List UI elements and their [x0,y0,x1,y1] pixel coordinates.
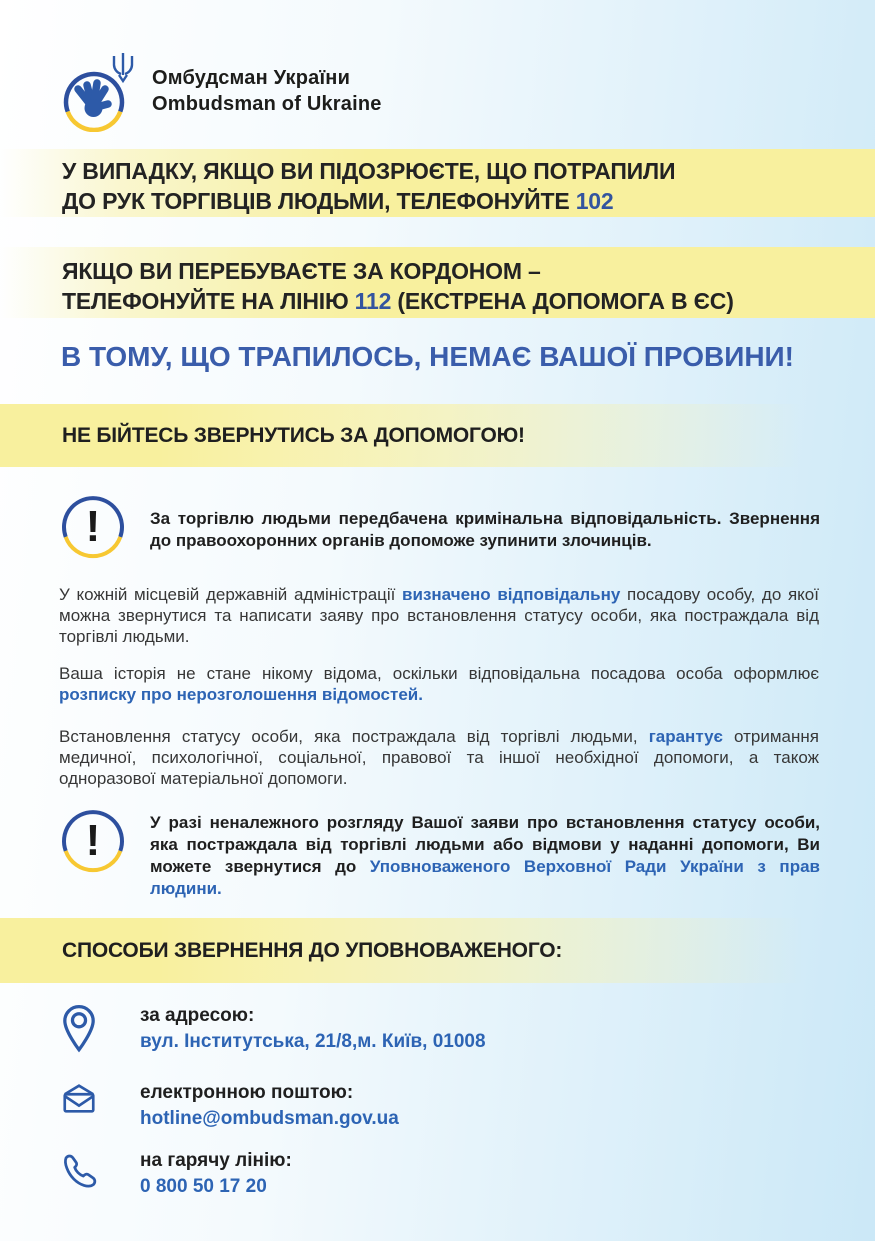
contact-email [60,1080,399,1132]
contact-email-label: електронною поштою: [140,1082,354,1103]
para-2-highlight: розписку про нерозголошення відомостей. [59,685,423,704]
warning-text [150,508,820,560]
section-title-contact-ways: СПОСОБИ ЗВЕРНЕННЯ ДО УПОВНОВАЖЕНОГО: [62,938,563,962]
alert-banner-102-text [62,156,875,216]
contact-address [60,1003,486,1055]
contact-hotline [60,1148,292,1200]
para-3-suffix: отримання медичної, психологічної, соціальної, правової та іншої необхідної допомоги, а також одноразової матеріальної допомоги. [59,727,819,788]
contact-address-text [140,1003,486,1055]
contact-email-value: hotline@ombudsman.gov.ua [140,1108,399,1129]
brand-header [58,50,382,132]
warning-1-text: За торгівлю людьми передбачена кримінальна відповідальність. Звернення до правоохоронних органів допоможе зупинити злочинців. [150,509,820,550]
location-pin-icon [60,1005,98,1053]
trident-shape [114,53,132,81]
org-name-uk: Омбудсман України [152,67,351,89]
alert-112-line2: ТЕЛЕФОНУЙТЕ НА ЛІНІЮ [62,288,355,314]
section-title-no-fear: НЕ БІЙТЕСЬ ЗВЕРНУТИСЬ ЗА ДОПОМОГОЮ! [62,423,525,447]
para-3-highlight: гарантує [648,727,723,746]
alert-banner-102 [0,149,875,217]
alert-102-line2: ДО РУК ТОРГІВЦІВ ЛЮДЬМИ, ТЕЛЕФОНУЙТЕ [62,188,576,214]
paragraph-responsible-official [59,584,819,647]
warning-block-criminal-liability [60,494,820,560]
contact-address-value: вул. Інститутська, 21/8,м. Київ, 01008 [140,1031,486,1052]
exclamation-glyph: ! [85,502,101,551]
warning-2-highlight: Уповноваженого Верховної Ради України з прав людини. [150,857,820,898]
brand-text [152,65,382,117]
paragraph-status-guarantees [59,726,819,789]
alert-102-line1: У ВИПАДКУ, ЯКЩО ВИ ПІДОЗРЮЄТЕ, ЩО ПОТРАПИЛИ [62,158,676,184]
phone-number-102: 102 [575,188,614,214]
exclamation-glyph: ! [85,816,101,865]
para-1-highlight: визначено відповідальну [402,585,621,604]
exclamation-circle-icon [60,494,126,560]
para-2-prefix: Ваша історія не стане нікому відома, оскільки відповідальна посадова особа оформлює [59,664,819,683]
ombudsman-logo-icon [58,50,136,132]
org-name-en: Ombudsman of Ukraine [152,93,382,115]
alert-112-suffix: (ЕКСТРЕНА ДОПОМОГА В ЄС) [391,288,734,314]
phone-icon [60,1150,98,1190]
section-banner-no-fear [0,404,875,467]
exclamation-circle-icon [60,808,126,874]
contact-hotline-text [140,1148,292,1200]
contact-hotline-value: 0 800 50 17 20 [140,1176,267,1197]
paragraph-confidentiality [59,663,819,705]
para-1-suffix: посадову особу, до якої можна звернутися та написати заяву про встановлення статусу особи, яка постраждала від торгівлі людьми. [59,585,819,646]
section-banner-contact-ways [0,918,875,983]
warning-text [150,812,820,900]
alert-banner-112 [0,247,875,318]
envelope-icon [60,1082,98,1116]
alert-banner-112-text [62,256,875,316]
phone-number-112: 112 [354,288,392,314]
no-guilt-headline: В ТОМУ, ЩО ТРАПИЛОСЬ, НЕМАЄ ВАШОЇ ПРОВИНИ! [61,341,795,372]
contact-address-label: за адресою: [140,1005,255,1026]
para-1-prefix: У кожній місцевій державній адміністрації [59,585,403,604]
contact-hotline-label: на гарячу лінію: [140,1150,292,1171]
warning-2-text: У разі неналежного розгляду Вашої заяви про встановлення статусу особи, яка постраждала від торгівлі людьми або відмови у наданні допомоги, Ви можете звернутися до [150,813,820,876]
alert-112-line1: ЯКЩО ВИ ПЕРЕБУВАЄТЕ ЗА КОРДОНОМ – [62,258,541,284]
contact-email-text [140,1080,399,1132]
para-3-prefix: Встановлення статусу особи, яка постраждала від торгівлі людьми, [59,727,649,746]
warning-block-appeal [60,808,820,900]
